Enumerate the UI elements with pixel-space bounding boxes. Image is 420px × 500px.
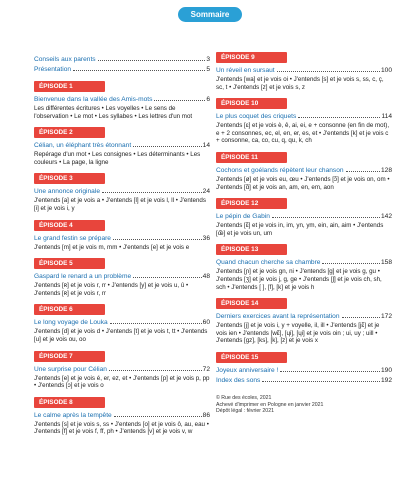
episode-description: J'entends [ɛ̃] et je vois in, im, yn, ym, ein, ain, aim • J'entends [œ̃] et je vois un, um [216,222,384,237]
episode-section [216,298,392,345]
episode-section [34,127,210,166]
episode-badge: ÉPISODE 9 [216,52,287,63]
episode-title[interactable]: Quand chacun cherche sa chambre 158 [216,259,392,267]
toc-entry-index[interactable]: Index des sons 192 [216,376,392,384]
episode-description: Les différentes écritures • Les voyelles • Le sens de l'observation • Le mot • Les syllabes • Les lettres d'un mot [34,105,193,120]
episode-section [216,98,392,145]
episode-title[interactable]: Célian, un éléphant très étonnant 14 [34,142,210,150]
episode-badge: ÉPISODE 8 [34,397,105,408]
episode-description: Repérage d'un mot • Les consignes • Les déterminants • Les couleurs • La page, la ligne [34,151,201,166]
episode-badge: ÉPISODE 6 [34,304,105,315]
footer-line: © Rue des écoles, 2021 [216,394,272,401]
episode-title[interactable]: Le long voyage de Louka 60 [34,319,210,327]
episode-description: J'entends [j] et je vois i, y + voyelle, il, ill • J'entends [jɛ̃] et je vois ien • J'entends [wɛ̃], [ɥi], [ɥi] et je vois oin ; ui, uy ; uill • J'entends [gz], [ks], [k], [z] et je vois x [216,322,380,345]
episode-badge: ÉPISODE 2 [34,127,105,138]
episode-section [34,258,210,297]
episode-description: J'entends [ʀ] et je vois r, rr • J'entends [y] et je vois u, û • J'entends [ʀ] et je vois r, rr [34,282,189,297]
toc-entry-parents[interactable]: Conseils aux parents 3 [34,56,210,63]
episode-title[interactable]: Le plus coquet des criquets 114 [216,113,392,121]
episode-description: J'entends [m] et je vois m, mm • J'entends [e] et je vois e [34,243,190,251]
episode-description: J'entends [s] et je vois s, ss • J'entends [o] et je vois ô, au, eau • J'entends [f] et je vois f, ff, ph • J'entends [v] et je vois v, w [34,420,209,436]
episode-title[interactable]: Cochons et goélands répètent leur chanson 128 [216,166,392,174]
episode-title[interactable]: Bienvenue dans la vallée des Amis-mots 6 [34,96,210,103]
episode-section [34,81,210,120]
episode-section [216,198,392,237]
episode-section [216,352,392,375]
toc-entry-presentation[interactable]: Présentation 5 [34,66,210,73]
episode-title[interactable]: Le grand festin se prépare 36 [34,234,210,242]
episode-section [216,152,392,191]
episode-badge: ÉPISODE 13 [216,244,287,255]
footer-line: Achevé d'imprimer en Pologne en janvier 2021 [216,401,324,408]
episode-title[interactable]: Derniers exercices avant la représentation 172 [216,313,392,321]
episode-title[interactable]: Gaspard le renard a un problème 48 [34,273,210,281]
episode-title[interactable]: Une annonce originale 24 [34,188,210,196]
episode-section [216,244,392,291]
footer-line: Dépôt légal : février 2021 [216,408,274,415]
episode-description: J'entends [e] et je vois é, er, ez, et • J'entends [p] et je vois p, pp • J'entends [ɔ] et je vois o [34,374,210,390]
left-column [34,56,210,436]
episode-description: J'entends [ɲ] et je vois gn, ni • J'entends [g] et je vois g, gu • J'entends [ʒ] et je vois j, g, ge • J'entends [ʃ] et je vois ch, sh, sch • J'entends [ ], [f], [k] et je vois h [216,268,382,291]
episode-title[interactable]: Joyeux anniversaire ! 190 [216,366,392,374]
episode-description: J'entends [ø] et je vois eu, œu • J'entends [ɔ̃] et je vois on, om • J'entends [ɑ̃] et je vois an, am, en, em, aon [216,175,390,191]
episode-description: J'entends [ɛ] et je vois è, ê, ai, ei, e + consonne (en fin de mot), e + 2 consonnes, ec, el, en, er, es, et • J'entends [k] et je vois c + consonne, ca, co, cu, q, qu, k, ch [216,122,390,145]
episode-title[interactable]: Un réveil en sursaut 100 [216,67,392,74]
episode-title[interactable]: Le pépin de Gabin 142 [216,213,392,221]
episode-description: J'entends [wa] et je vois oi • J'entends [s] et je vois s, ss, c, ç, sc, t • J'entends [z] et je vois s, z [216,76,384,91]
episode-badge: ÉPISODE 4 [34,220,105,231]
page-title: Sommaire [178,7,242,22]
episode-badge: ÉPISODE 10 [216,98,287,109]
episode-section [216,52,392,91]
episode-title[interactable]: Le calme après la tempête 86 [34,411,210,419]
episode-badge: ÉPISODE 1 [34,81,105,92]
episode-badge: ÉPISODE 7 [34,351,105,362]
episode-badge: ÉPISODE 15 [216,352,287,363]
episode-section [34,397,210,436]
episode-badge: ÉPISODE 3 [34,173,105,184]
episode-section [34,220,210,252]
episode-description: J'entends [a] et je vois a • J'entends [l] et je vois l, ll • J'entends [i] et je vois i, y [34,197,206,212]
episode-title[interactable]: Une surprise pour Célian 72 [34,365,210,373]
episode-badge: ÉPISODE 11 [216,152,287,163]
episode-badge: ÉPISODE 14 [216,298,287,309]
right-column [216,52,392,415]
episode-description: J'entends [d] et je vois d • J'entends [t] et je vois t, tt • J'entends [u] et je vois ou, oo [34,328,208,343]
copyright-footer [216,395,392,415]
episode-section [34,351,210,390]
episode-section [34,173,210,212]
episode-section [34,304,210,343]
episode-badge: ÉPISODE 5 [34,258,105,269]
episode-badge: ÉPISODE 12 [216,198,287,209]
